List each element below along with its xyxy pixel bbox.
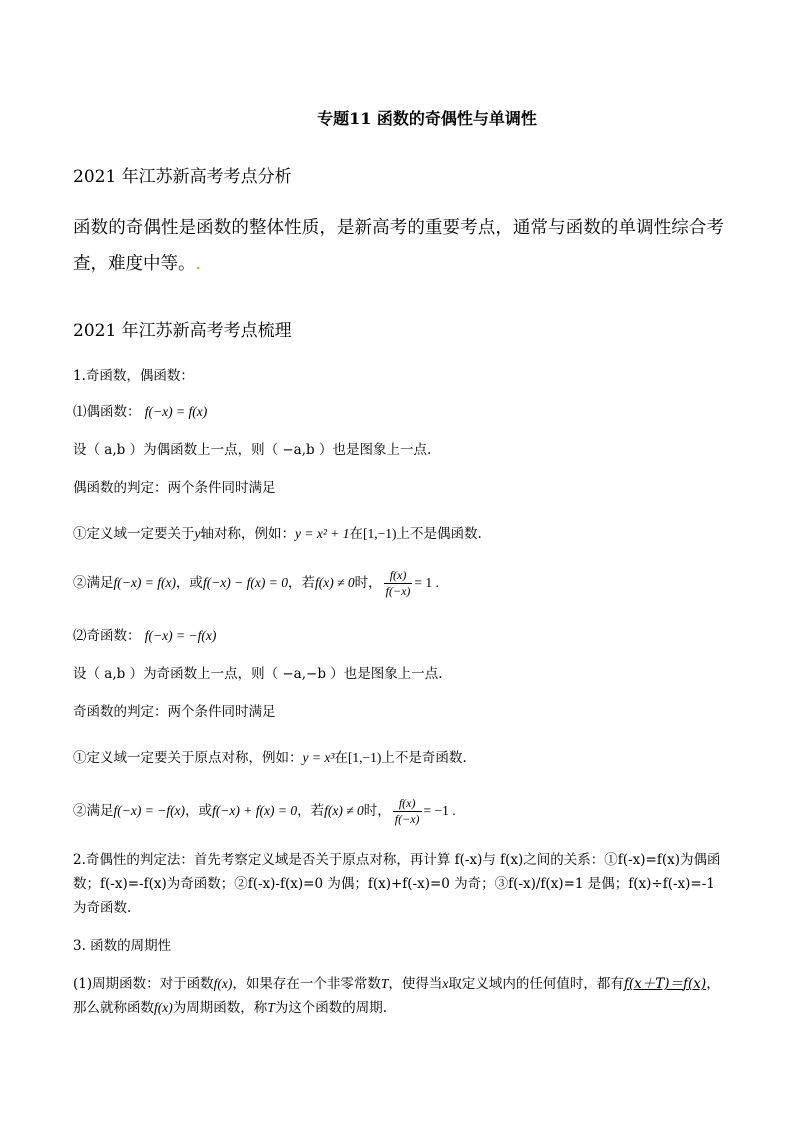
odd-fraction: $\frac{f(x)}{f(-x)}$ bbox=[394, 796, 420, 826]
item1-heading: 1.奇函数，偶函数： bbox=[73, 368, 194, 384]
item3-periodic-definition: (1)周期函数：对于函数f(x)，如果存在一个非零常数T，使得当x取定义域内的任何值时，都有f(x＋T)＝f(x)，那么就称函数f(x)为周期函数，称T为这个函数的周期. bbox=[73, 976, 720, 1016]
even-judge: 偶函数的判定：两个条件同时满足 bbox=[73, 480, 276, 496]
section-heading-review: 2021 年江苏新高考考点梳理 bbox=[73, 321, 292, 341]
even-definition: ⑴偶函数： f(−x) = f(x) bbox=[73, 404, 208, 420]
item2-parity-judgement: 2.奇偶性的判定法：首先考察定义域是否关于原点对称，再计算 f(-x)与 f(x)之间的关系：①f(-x)=f(x)为偶函数；f(-x)=-f(x)为奇函数；②f(-x)-f(x)=0 为偶；f(x)+f(-x)=0 为奇；③f(-x)/f(x)=1 是偶；f(x)÷f(-x)=-1 为奇函数. bbox=[73, 852, 721, 916]
odd-judge: 奇函数的判定：两个条件同时满足 bbox=[73, 704, 276, 720]
odd-point: 设（ a,b ）为奇函数上一点，则（ −a,−b ）也是图象上一点. bbox=[73, 666, 443, 682]
page-title: 专题11 函数的奇偶性与单调性 bbox=[317, 109, 537, 128]
odd-definition: ⑵奇函数： f(−x) = −f(x) bbox=[73, 628, 217, 644]
item3-heading: 3. 函数的周期性 bbox=[73, 938, 172, 954]
odd-condition-2: ②满足f(−x) = −f(x)，或f(−x) + f(x) = 0，若f(x) ≠ 0时， $\frac{f(x)}{f(-x)}$ = −1 . bbox=[73, 796, 456, 826]
analysis-paragraph: 函数的奇偶性是函数的整体性质，是新高考的重要考点，通常与函数的单调性综合考查，难度中等。. bbox=[73, 218, 724, 274]
even-point: 设（ a,b ）为偶函数上一点，则（ −a,b ）也是图象上一点. bbox=[73, 442, 432, 458]
section-heading-analysis: 2021 年江苏新高考考点分析 bbox=[73, 167, 292, 187]
even-fraction: $\frac{f(x)}{f(-x)}$ bbox=[385, 568, 411, 598]
odd-condition-1: ①定义域一定要关于原点对称，例如：y = x³在[1,−1)上不是奇函数. bbox=[73, 750, 467, 766]
even-condition-2: ②满足f(−x) = f(x)，或f(−x) − f(x) = 0，若f(x) ≠ 0时， $\frac{f(x)}{f(-x)}$ = 1 . bbox=[73, 568, 439, 598]
even-condition-1: ①定义域一定要关于y轴对称，例如：y = x² + 1在[1,−1)上不是偶函数. bbox=[73, 526, 482, 542]
